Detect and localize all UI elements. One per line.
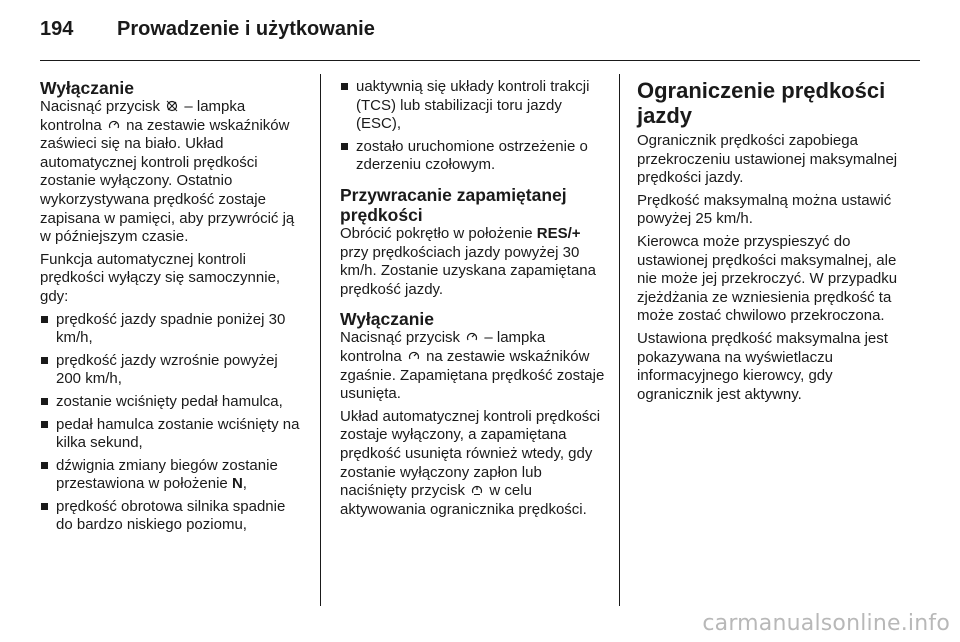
- cruise-cancel-icon: [166, 100, 178, 112]
- text: dźwignia zmiany biegów zostanie przestawiona w położenie: [56, 456, 278, 493]
- list-item: uaktywnią się układy kontroli trakcji (TCS) lub stabilizacji toru jazdy (ESC),: [340, 78, 606, 134]
- text: ,: [242, 475, 247, 493]
- paragraph: [340, 329, 606, 403]
- section-title: Prowadzenie i użytkowanie: [117, 18, 375, 40]
- text: Obrócić pokrętło w położenie: [340, 224, 533, 242]
- condition-list: [40, 311, 306, 536]
- text-bold: N: [231, 475, 243, 493]
- text: – lampka kontrolna: [340, 329, 546, 365]
- page-header: [40, 18, 375, 48]
- text: Nacisnąć przycisk: [340, 329, 461, 347]
- paragraph: Ogranicznik prędkości zapobiega przekroczeniu ustawionej maksymalnej prędkości jazdy.: [637, 132, 898, 187]
- paragraph: Kierowca może przyspieszyć do ustawionej prędkości maksymalnej, ale nie może jej przekroczyć. W przypadku zjeżdżania ze wzniesienia prędkość ta może zostać chwilowo przekroczona.: [637, 232, 898, 325]
- column-2: [340, 78, 606, 519]
- column-1: [40, 78, 306, 539]
- paragraph: [340, 225, 606, 299]
- column-divider: [320, 74, 321, 606]
- text: Układ automatycznej kontroli prędkości zostaje wyłączony, a zapamiętana prędkość usunięta również wtedy, gdy zostanie wyłączony zapłon lub naciśnięty przycisk: [340, 407, 601, 500]
- column-divider: [619, 74, 620, 606]
- paragraph: Funkcja automatycznej kontroli prędkości wyłączy się samoczynnie, gdy:: [40, 250, 281, 305]
- speed-limiter-icon: [471, 484, 483, 496]
- list-item: [40, 457, 306, 494]
- paragraph: Ustawiona prędkość maksymalna jest pokazywana na wyświetlaczu informacyjnego kierowcy, gdy ogranicznik jest aktywny.: [637, 329, 888, 403]
- heading-wylaczanie: Wyłączanie: [40, 78, 135, 98]
- header-rule: [40, 60, 920, 61]
- cruise-control-icon: [408, 350, 420, 362]
- heading-ograniczenie: Ograniczenie prędkości jazdy: [637, 78, 886, 128]
- paragraph: [40, 98, 306, 247]
- heading-przywracanie: Przywracanie zapamiętanej prędkości: [340, 184, 567, 225]
- heading-wylaczanie-2: Wyłączanie: [340, 309, 435, 330]
- list-item: prędkość obrotowa silnika spadnie do bardzo niskiego poziomu,: [40, 498, 306, 535]
- text: na zestawie wskaźników zgaśnie. Zapamiętana prędkość zostaje usunięta.: [340, 347, 605, 403]
- list-item: zostało uruchomione ostrzeżenie o zderzeniu czołowym.: [340, 138, 606, 175]
- text-bold: RES/+: [536, 224, 581, 242]
- text: Nacisnąć przycisk: [40, 98, 161, 115]
- watermark: carmanualsonline.info: [702, 611, 950, 636]
- text: – lampka kontrolna: [40, 98, 246, 134]
- text: na zestawie wskaźników zaświeci się na biało. Układ automatycznej kontroli prędkości zostanie wyłączony. Ostatnio wykorzystywana prędkość zostaje zapisana w pamięci, aby przywrócić ją w późniejszym czasie.: [40, 116, 295, 246]
- column-3: [637, 78, 903, 404]
- list-item: zostanie wciśnięty pedał hamulca,: [40, 393, 306, 412]
- list-item: prędkość jazdy spadnie poniżej 30 km/h,: [40, 311, 306, 348]
- page-number: 194: [40, 18, 74, 40]
- cruise-control-icon: [108, 119, 120, 131]
- cruise-control-icon: [466, 331, 478, 343]
- text: przy prędkościach jazdy powyżej 30 km/h. Zostanie uzyskana zapamiętana prędkość jazdy.: [340, 243, 596, 298]
- paragraph: Prędkość maksymalną można ustawić powyżej 25 km/h.: [637, 191, 892, 228]
- paragraph: [340, 408, 606, 520]
- text: w celu aktywowania ogranicznika prędkości.: [340, 482, 587, 518]
- list-item: prędkość jazdy wzrośnie powyżej 200 km/h,: [40, 352, 306, 389]
- list-item: pedał hamulca zostanie wciśnięty na kilka sekund,: [40, 416, 306, 453]
- condition-list-continued: [340, 78, 606, 175]
